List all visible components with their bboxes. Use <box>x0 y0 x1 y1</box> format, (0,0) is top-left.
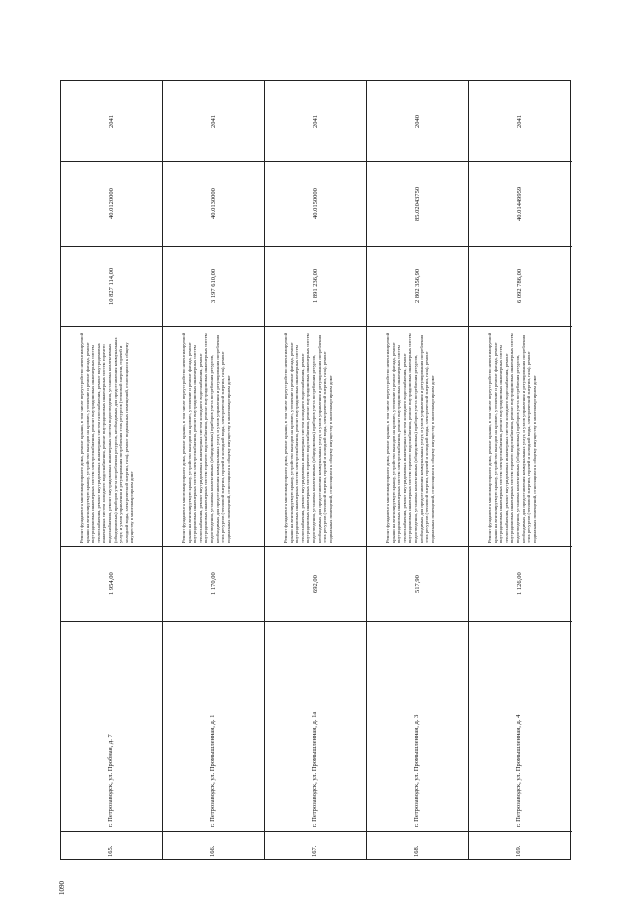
cost-cell <box>265 246 367 326</box>
works-cell <box>265 326 367 546</box>
code-text: 40.0130000 <box>210 188 217 219</box>
row-number-text: 169. <box>515 845 522 857</box>
row-number-cell <box>367 831 469 861</box>
area-text: 1 126,00 <box>516 572 523 595</box>
works-text: Ремонт фундамента многоквартирного дома, ремонт крыши, в том числе переустройство невентилируемой крыши на вентилируемую крышу, устройство выходов на кровлю, утепление и ремонт фасада, ремонт внутридомовых инженерных систем электроснабжения, ремонт внутридомовых инженерных систем теплоснабжения, ремонт внутридомовых инженерных систем холодного водоснабжения, ремонт внутридомовых инженерных систем горячего водоснабжения, ремонт внутридомовых инженерных систем водоотведения, установка коллективных (общедомовых) приборов учета потребления ресурсов, необходимых для предоставления коммунальных услуг, и узлов управления и регулирования потребления этих ресурсов (тепловой энергии, горячей и холодной воды, электрической энергии, газа), ремонт подвальных помещений, относящихся к общему имуществу в многоквартирном доме <box>385 332 435 543</box>
address-cell <box>469 621 571 831</box>
area-cell <box>61 546 163 621</box>
row-number-text: 167. <box>311 845 318 857</box>
year-text: 2041 <box>108 114 115 128</box>
page-number: 1090 <box>58 881 66 895</box>
area-text: 1 170,00 <box>210 572 217 595</box>
address-text: г. Петрозаводск, ул. Промышленная, д. 1а <box>311 711 318 827</box>
table-record-column <box>264 80 367 860</box>
year-cell <box>61 81 163 161</box>
row-number-text: 166. <box>209 845 216 857</box>
code-cell <box>265 161 367 246</box>
cost-cell <box>163 246 265 326</box>
cost-text: 10 827 114,00 <box>108 267 115 305</box>
works-cell <box>469 326 571 546</box>
cost-cell <box>469 246 571 326</box>
row-number-cell <box>469 831 571 861</box>
code-text: 40.01449959 <box>516 186 523 221</box>
address-text: г. Петрозаводск, ул. Пробная, д. 7 <box>107 734 114 827</box>
row-number-text: 165. <box>107 845 114 857</box>
address-cell <box>61 621 163 831</box>
year-cell <box>367 81 469 161</box>
area-cell <box>265 546 367 621</box>
cost-cell <box>61 246 163 326</box>
year-text: 2041 <box>312 114 319 128</box>
works-text: Ремонт фундамента многоквартирного дома, ремонт крыши, в том числе переустройство невентилируемой крыши на вентилируемую крышу, устройство выходов на кровлю, утепление и ремонт фасада, ремонт внутридомовых инженерных систем электроснабжения, ремонт внутридомовых инженерных систем теплоснабжения, ремонт внутридомовых инженерных систем холодного водоснабжения, ремонт внутридомовых инженерных систем горячего водоснабжения, ремонт внутридомовых инженерных систем водоотведения, установка коллективных (общедомовых) приборов учета потребления ресурсов, необходимых для предоставления коммунальных услуг, и узлов управления и регулирования потребления этих ресурсов (тепловой энергии, горячей и холодной воды, электрической энергии, газа), ремонт подвальных помещений, относящихся к общему имуществу в многоквартирном доме <box>487 332 537 543</box>
code-cell <box>469 161 571 246</box>
table-record-column <box>162 80 265 860</box>
row-number-cell <box>265 831 367 861</box>
cost-text: 2 802 356,90 <box>414 268 421 303</box>
year-text: 2041 <box>516 114 523 128</box>
capital-repair-table <box>60 80 570 860</box>
cost-text: 1 891 236,00 <box>312 268 319 303</box>
code-cell <box>163 161 265 246</box>
cost-cell <box>367 246 469 326</box>
address-text: г. Петрозаводск, ул. Промышленная, д. 4 <box>515 714 522 827</box>
table-record-column <box>468 80 571 860</box>
table-record-column <box>60 80 163 860</box>
area-text: 1 954,00 <box>108 572 115 595</box>
address-text: г. Петрозаводск, ул. Промышленная, д. 1 <box>209 714 216 827</box>
year-cell <box>163 81 265 161</box>
code-cell <box>61 161 163 246</box>
works-cell <box>61 326 163 546</box>
works-cell <box>367 326 469 546</box>
code-text: 40.0120000 <box>108 188 115 219</box>
row-number-cell <box>61 831 163 861</box>
code-cell <box>367 161 469 246</box>
area-cell <box>163 546 265 621</box>
works-text: Ремонт фундамента многоквартирного дома, ремонт крыши, в том числе переустройство невентилируемой крыши на вентилируемую крышу, устройство выходов на кровлю, утепление и ремонт фасада, ремонт внутридомовых инженерных систем электроснабжения, ремонт внутридомовых инженерных систем теплоснабжения, ремонт внутридомовых инженерных систем холодного водоснабжения, ремонт внутридомовых инженерных систем горячего водоснабжения, ремонт внутридомовых инженерных систем водоотведения, установка коллективных (общедомовых) приборов учета потребления ресурсов, необходимых для предоставления коммунальных услуг, и узлов управления и регулирования потребления этих ресурсов (тепловой энергии, горячей и холодной воды, электрической энергии, газа), ремонт подвальных помещений, относящихся к общему имуществу в многоквартирном доме <box>181 332 231 543</box>
address-cell <box>265 621 367 831</box>
year-cell <box>265 81 367 161</box>
works-text: Ремонт фундамента многоквартирного дома, ремонт крыши, в том числе переустройство невентилируемой крыши на вентилируемую крышу, устройство выходов на кровлю, утепление и ремонт фасада, ремонт внутридомовых инженерных систем электроснабжения, ремонт внутридомовых инженерных систем теплоснабжения, ремонт внутридомовых инженерных систем холодного водоснабжения, ремонт внутридомовых инженерных систем горячего водоснабжения, ремонт внутридомовых инженерных систем водоотведения, установка коллективных (общедомовых) приборов учета потребления ресурсов, необходимых для предоставления коммунальных услуг, и узлов управления и регулирования потребления этих ресурсов (тепловой энергии, горячей и холодной воды, электрической энергии, газа), ремонт подвальных помещений, относящихся к общему имуществу в многоквартирном доме <box>283 332 333 543</box>
area-text: 692,00 <box>312 574 319 593</box>
cost-text: 3 197 610,00 <box>210 268 217 303</box>
area-text: 517,90 <box>414 574 421 593</box>
code-text: 40.0150000 <box>312 188 319 219</box>
address-cell <box>367 621 469 831</box>
area-cell <box>367 546 469 621</box>
year-text: 2041 <box>210 114 217 128</box>
row-number-cell <box>163 831 265 861</box>
address-text: г. Петрозаводск, ул. Промышленная, д. 3 <box>413 714 420 827</box>
code-text: 85.02043750 <box>414 186 421 221</box>
works-cell <box>163 326 265 546</box>
address-cell <box>163 621 265 831</box>
area-cell <box>469 546 571 621</box>
year-cell <box>469 81 571 161</box>
works-text: Ремонт фундамента многоквартирного дома, ремонт крыши, в том числе переустройство невентилируемой крыши на вентилируемую крышу, устройство выходов на кровлю, утепление и ремонт фасада, ремонт внутридомовых инженерных систем электроснабжения, ремонт внутридомовых инженерных систем теплоснабжения, ремонт внутридомовых инженерных систем газоснабжения, ремонт внутридомовых инженерных систем холодного водоснабжения, ремонт внутридомовых инженерных систем горячего водоснабжения, ремонт внутридомовых инженерных систем водоотведения, установка коллективных (общедомовых) приборов учета потребления ресурсов, необходимых для предоставления коммунальных услуг, и узлов управления и регулирования потребления этих ресурсов (тепловой энергии, горячей и холодной воды, электрической энергии, газа), ремонт подвальных помещений, относящихся к общему имуществу в многоквартирном доме <box>79 332 135 543</box>
page-number-container <box>22 440 66 895</box>
year-text: 2040 <box>414 114 421 128</box>
cost-text: 6 092 786,00 <box>516 268 523 303</box>
table-record-column <box>366 80 469 860</box>
row-number-text: 168. <box>413 845 420 857</box>
